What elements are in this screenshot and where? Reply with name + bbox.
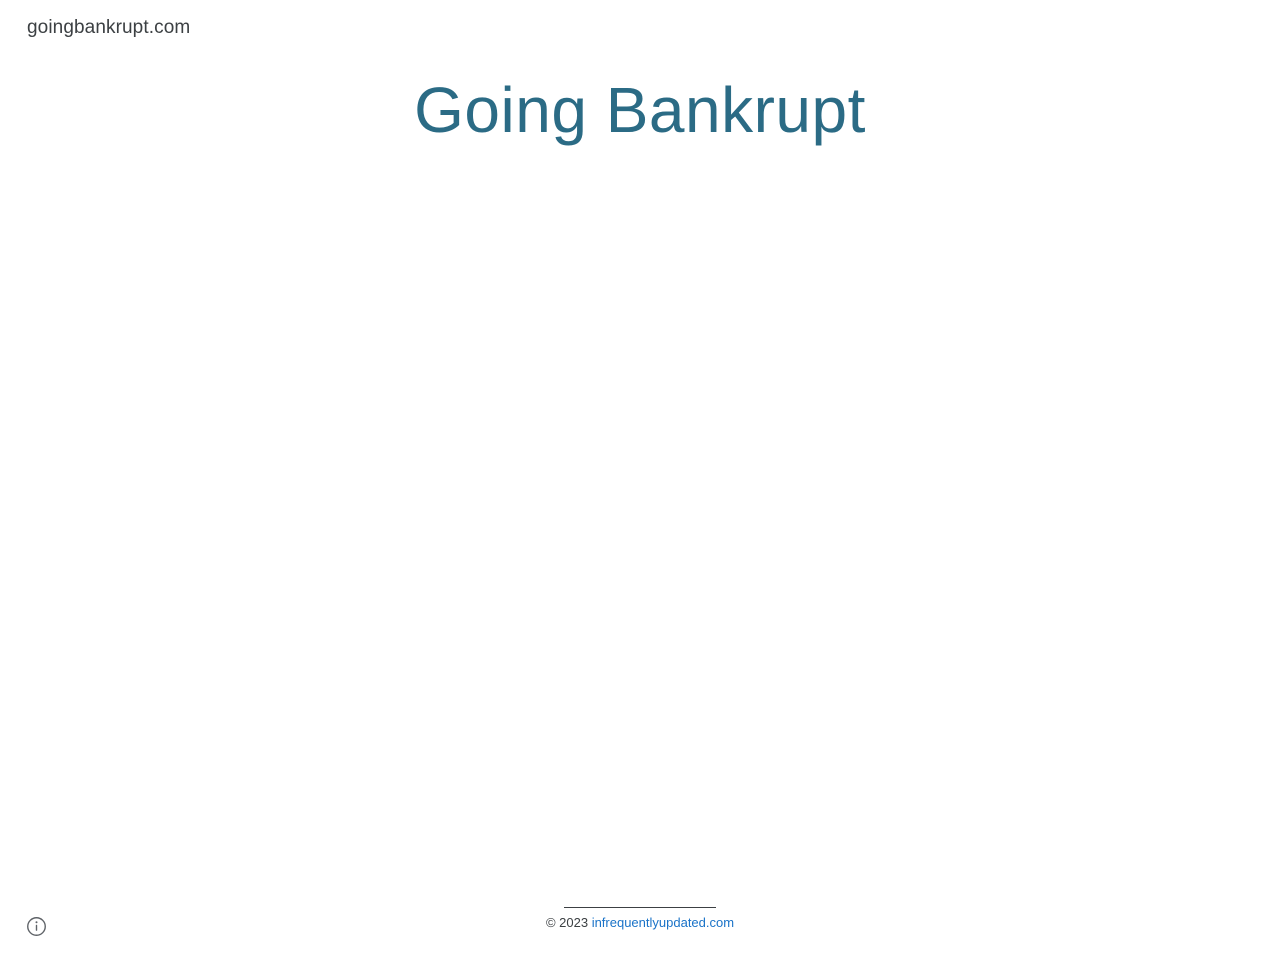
info-circle-icon[interactable] [26,916,47,937]
main-content [0,70,1280,150]
footer-text [0,914,1280,932]
footer-divider [564,907,716,908]
footer-copyright: © 2023 [545,915,589,930]
footer-link-infrequentlyupdated[interactable]: infrequentlyupdated.com [591,915,735,930]
site-footer [0,907,1280,932]
site-brand[interactable]: goingbankrupt.com [27,17,191,38]
page-title: Going Bankrupt [414,74,866,146]
